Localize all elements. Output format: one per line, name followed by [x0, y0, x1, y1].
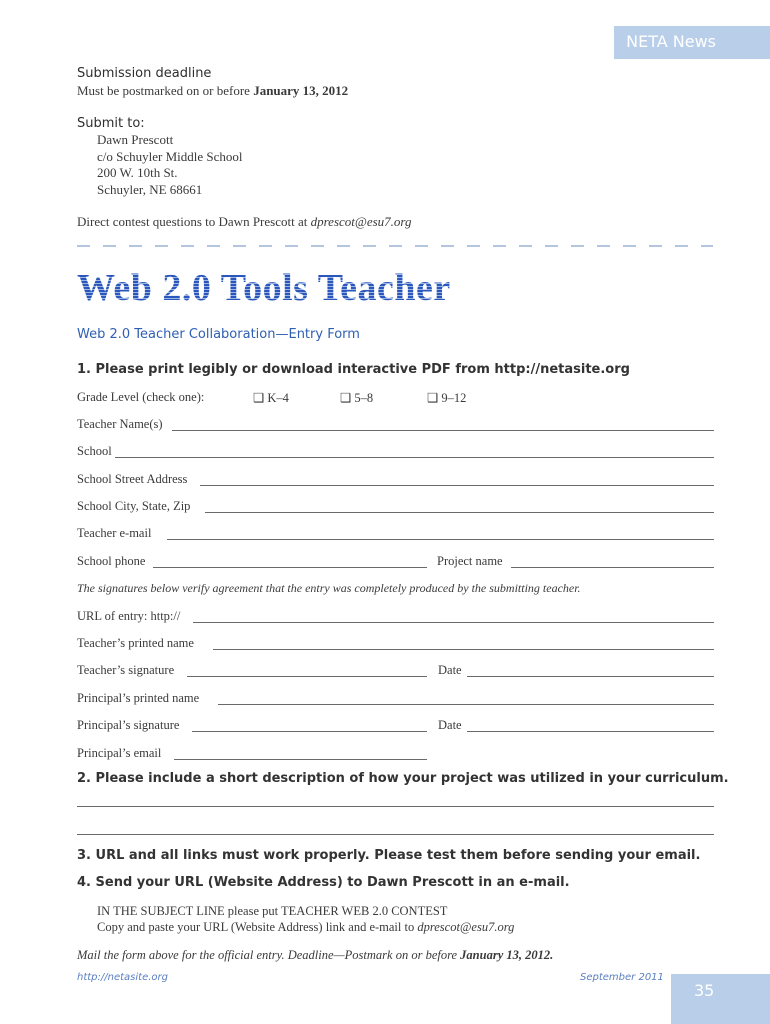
description-line-2[interactable] — [77, 834, 714, 835]
principal-email-input[interactable] — [174, 759, 427, 760]
copy-paste-instruction: Copy and paste your URL (Website Address) link and e-mail to dprescot@esu7.org — [97, 920, 515, 934]
form-subtitle: Web 2.0 Teacher Collaboration—Entry Form — [77, 327, 360, 342]
step-1: 1. Please print legibly or download interactive PDF from http://netasite.org — [77, 362, 630, 377]
street-label: School Street Address — [77, 472, 188, 486]
step-2: 2. Please include a short description of how your project was utilized in your curriculum. — [77, 771, 729, 786]
school-phone-input[interactable] — [153, 567, 427, 568]
mail-note-date: January 13, 2012. — [460, 948, 554, 962]
teacher-names-label: Teacher Name(s) — [77, 417, 163, 431]
teacher-printed-row — [77, 636, 714, 654]
teacher-printed-input[interactable] — [213, 649, 714, 650]
principal-signature-label: Principal’s signature — [77, 718, 180, 732]
instruction-email[interactable]: dprescot@esu7.org — [417, 920, 515, 934]
principal-printed-input[interactable] — [218, 704, 714, 705]
submit-heading: Submit to: — [77, 116, 145, 131]
email-row — [77, 526, 714, 544]
project-name-label: Project name — [437, 554, 503, 568]
street-input[interactable] — [200, 485, 714, 486]
page-title: Web 2.0 Tools Teacher — [77, 267, 451, 309]
teacher-signature-input[interactable] — [187, 676, 427, 677]
teacher-email-label: Teacher e-mail — [77, 526, 152, 540]
header-banner — [614, 26, 770, 59]
checkbox-5-8[interactable]: ❑ 5–8 — [340, 391, 374, 405]
checkbox-k4[interactable]: ❑ K–4 — [253, 391, 289, 405]
url-label: URL of entry: http:// — [77, 609, 181, 623]
city-input[interactable] — [205, 512, 714, 513]
step-4: 4. Send your URL (Website Address) to Dawn Prescott in an e-mail. — [77, 875, 570, 890]
footer-url[interactable]: http://netasite.org — [77, 972, 168, 983]
deadline-heading: Submission deadline — [77, 66, 212, 81]
subject-line-instruction: IN THE SUBJECT LINE please put TEACHER WEB 2.0 CONTEST — [97, 904, 448, 918]
school-row — [77, 444, 714, 462]
principal-printed-row — [77, 691, 714, 709]
project-name-input[interactable] — [511, 567, 714, 568]
address-line: Dawn Prescott — [97, 132, 174, 147]
teacher-date-label: Date — [438, 663, 462, 677]
teacher-signature-label: Teacher’s signature — [77, 663, 175, 677]
principal-date-input[interactable] — [467, 731, 714, 732]
principal-email-label: Principal’s email — [77, 746, 162, 760]
school-label: School — [77, 444, 112, 458]
teacher-date-input[interactable] — [467, 676, 714, 677]
teacher-names-row — [77, 417, 714, 435]
url-input[interactable] — [193, 622, 714, 623]
checkbox-9-12[interactable]: ❑ 9–12 — [427, 391, 467, 405]
footer-date: September 2011 — [580, 972, 664, 983]
grade-level-label: Grade Level (check one): — [77, 390, 205, 404]
dashed-divider — [77, 245, 713, 247]
principal-printed-label: Principal’s printed name — [77, 691, 200, 705]
phone-project-row — [77, 554, 714, 572]
school-input[interactable] — [115, 457, 714, 458]
city-row — [77, 499, 714, 517]
teacher-email-input[interactable] — [167, 539, 714, 540]
principal-signature-input[interactable] — [192, 731, 427, 732]
address-line: Schuyler, NE 68661 — [97, 181, 203, 197]
principal-signature-row — [77, 718, 714, 736]
banner-title: NETA News — [626, 32, 716, 51]
mail-note: Mail the form above for the official entry. Deadline—Postmark on or before January 13, 2012. — [77, 948, 554, 962]
page-number-box — [671, 974, 770, 1024]
address-line: 200 W. 10th St. — [97, 165, 178, 180]
teacher-printed-label: Teacher’s printed name — [77, 636, 194, 650]
description-line-1[interactable] — [77, 806, 714, 807]
grade-level-row — [77, 390, 714, 408]
teacher-signature-row — [77, 663, 714, 681]
principal-date-label: Date — [438, 718, 462, 732]
deadline-date: January 13, 2012 — [253, 83, 349, 98]
contact-line: Direct contest questions to Dawn Prescott at dprescot@esu7.org — [77, 214, 412, 229]
address-line: c/o Schuyler Middle School — [97, 148, 243, 164]
city-label: School City, State, Zip — [77, 499, 191, 513]
page-number: 35 — [694, 981, 715, 1000]
contact-email[interactable]: dprescot@esu7.org — [310, 214, 412, 229]
school-phone-label: School phone — [77, 554, 146, 568]
url-row — [77, 609, 714, 627]
teacher-names-input[interactable] — [172, 430, 714, 431]
mailing-address — [97, 132, 243, 198]
street-row — [77, 472, 714, 490]
principal-email-row — [77, 746, 714, 764]
step-3: 3. URL and all links must work properly. Please test them before sending your email. — [77, 848, 701, 863]
signature-note: The signatures below verify agreement that the entry was completely produced by the submitting teacher. — [77, 581, 581, 595]
deadline-text: Must be postmarked on or before January 13, 2012 — [77, 83, 349, 98]
